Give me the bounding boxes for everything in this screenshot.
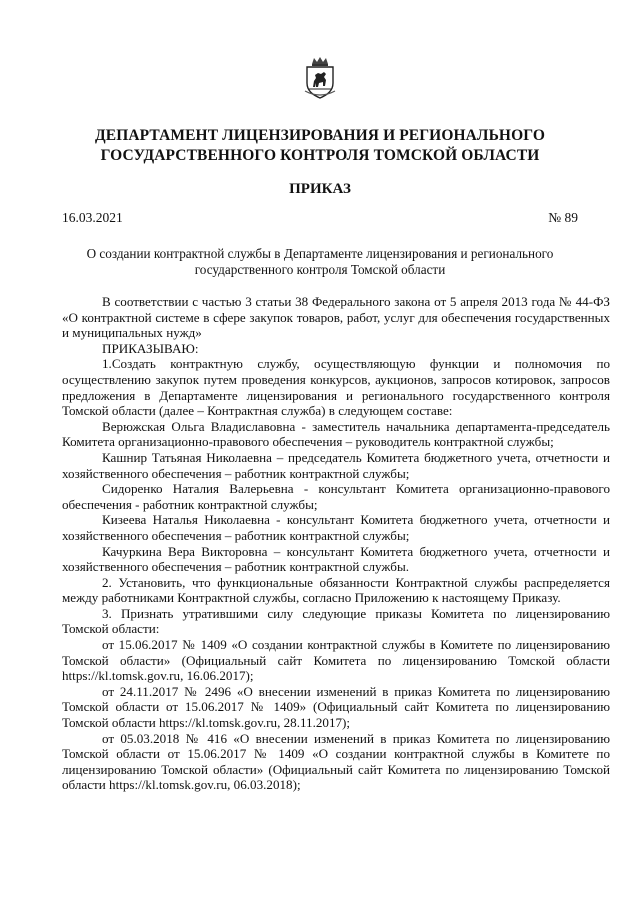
member-5: Качуркина Вера Викторовна – консультант Комитета бюджетного учета, отчетности и хозяйственного обеспечения – работник контрактной службы. xyxy=(62,543,610,575)
subject-line2: государственного контроля Томской области xyxy=(194,262,446,277)
subject-line1: О создании контрактной службы в Департаменте лицензирования и регионального xyxy=(86,246,554,261)
member-3: Сидоренко Наталия Валерьевна - консультант Комитета организационно-правового обеспечения - работник контрактной службы; xyxy=(62,481,610,512)
member-2: Кашнир Татьяная Николаевна – председатель Комитета бюджетного учета, отчетности и хозяйственного обеспечения – работник контрактной службы; xyxy=(62,449,610,481)
order-body xyxy=(62,294,610,793)
preamble-paragraph: В соответствии с частью 3 статьи 38 Федерального закона от 5 апреля 2013 года № 44-ФЗ «О контрактной системе в сфере закупок товаров, работ, услуг для обеспечения государственных и муниципальных нужд» xyxy=(62,294,610,341)
repealed-order-1: от 15.06.2017 № 1409 «О создании контрактной службы в Комитете по лицензированию Томской области» (Официальный сайт Комитета по лицензированию Томской области https://kl.tomsk.gov.ru, 16.06.2017); xyxy=(62,637,610,684)
repealed-order-2: от 24.11.2017 № 2496 «О внесении изменений в приказ Комитета по лицензированию Томской области от 15.06.2017 № 1409» (Официальный сайт Комитета по лицензированию Томской области https://kl.tomsk.gov.ru, 28.11.2017); xyxy=(62,683,610,731)
org-title-line2: ГОСУДАРСТВЕННОГО КОНТРОЛЯ ТОМСКОЙ ОБЛАСТИ xyxy=(100,147,540,164)
clause-2: 2. Установить, что функциональные обязанности Контрактной службы распределяется между работниками Контрактной службы, согласно Приложению к настоящему Приказу. xyxy=(62,574,610,606)
clause-1: 1.Создать контрактную службу, осуществляющую функции и полномочия по осуществлению закупок путем проведения конкурсов, аукционов, запросов котировок, запросов предложения в Департаменте лицензирования и регионального государственного контроля Томской области (далее – Контрактная служба) в следующем составе: xyxy=(62,356,610,419)
member-4: Кизеева Наталья Николаевна - консультант Комитета бюджетного учета, отчетности и хозяйственного обеспечения – работник контрактной службы; xyxy=(62,512,610,543)
organization-title xyxy=(60,126,580,166)
repealed-order-3: от 05.03.2018 № 416 «О внесении изменений в приказ Комитета по лицензированию Томской области от 15.06.2017 № 1409 «О создании контрактной службы в Комитете по лицензированию Томской области» (Официальный сайт Комитета по лицензированию Томской области https://kl.tomsk.gov.ru, 06.03.2018); xyxy=(62,730,610,793)
org-title-line1: ДЕПАРТАМЕНТ ЛИЦЕНЗИРОВАНИЯ И РЕГИОНАЛЬНОГО xyxy=(95,127,545,144)
order-word: ПРИКАЗЫВАЮ: xyxy=(102,340,199,356)
order-date: 16.03.2021 xyxy=(62,210,123,225)
order-subject xyxy=(70,246,570,278)
clause-3: 3. Признать утратившими силу следующие приказы Комитета по лицензированию Томской области: xyxy=(62,605,610,637)
member-1: Верюжская Ольга Владиславовна - заместитель начальника департамента-председатель Комитета организационно-правового обеспечения – руководитель контрактной службы; xyxy=(62,418,610,450)
document-type: ПРИКАЗ xyxy=(289,181,351,197)
coat-of-arms-emblem xyxy=(303,55,337,99)
order-number: № 89 xyxy=(548,210,578,225)
